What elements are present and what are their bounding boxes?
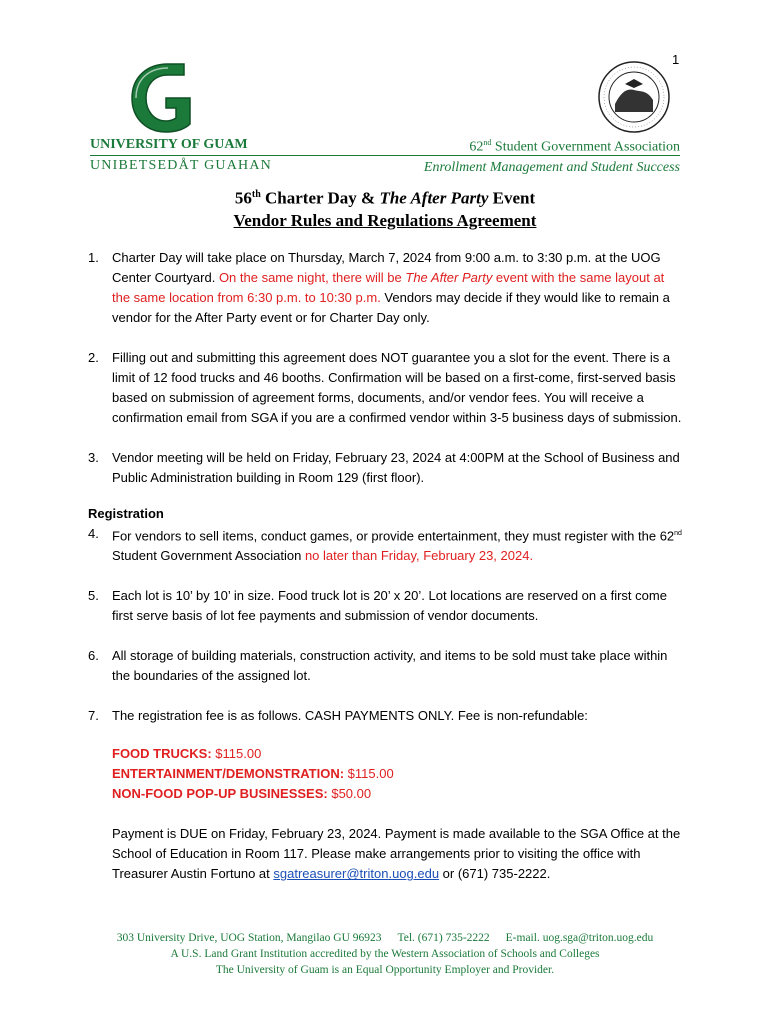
footer-address: 303 University Drive, UOG Station, Mangilao GU 96923 xyxy=(116,932,382,944)
registration-heading: Registration xyxy=(88,506,164,521)
footer-tel: Tel. (671) 735-2222 xyxy=(397,932,490,944)
treasurer-email-link[interactable]: sgatreasurer@triton.uog.edu xyxy=(273,866,440,882)
rule-item-6: 6. All storage of building materials, construction activity, and items to be sold must take place within the boundaries of the assigned lot. xyxy=(88,648,668,684)
rule-item-4: 4. For vendors to sell items, conduct games, or provide entertainment, they must register with the 62nd Student Government Association no later than Friday, February 23, 2024. xyxy=(88,526,682,564)
sga-name: 62nd Student Government Association xyxy=(469,138,680,155)
payment-instructions: Payment is DUE on Friday, February 23, 2024. Payment is made available to the SGA Office at the School of Education in Room 117. Please make arrangements prior to visiting the office with Treasurer Austin Fortuno at sgatreasurer@triton.uog.edu or (671) 735-2222. xyxy=(112,826,681,882)
rule-item-7: 7. The registration fee is as follows. CASH PAYMENTS ONLY. Fee is non-refundable: xyxy=(88,708,588,724)
university-logo-icon xyxy=(128,58,196,136)
footer-eeo: The University of Guam is an Equal Opportunity Employer and Provider. xyxy=(215,964,555,976)
document-title: 56th Charter Day & The After Party Event Vendor Rules and Regulations Agreement xyxy=(0,184,770,232)
university-name-english: UNIVERSITY OF GUAM xyxy=(90,137,248,152)
rule-item-5: 5. Each lot is 10’ by 10’ in size. Food truck lot is 20’ x 20’. Lot locations are reserved on a first come first serve basis of lot fee payments and submission of vendor documents. xyxy=(88,588,667,624)
fee-entertainment: ENTERTAINMENT/DEMONSTRATION: $115.00 xyxy=(112,766,394,782)
department-name: Enrollment Management and Student Success xyxy=(423,160,680,175)
page-footer xyxy=(0,930,770,978)
rule-item-2: 2. Filling out and submitting this agreement does NOT guarantee you a slot for the event. There is a limit of 12 food trucks and 46 booths. Confirmation will be based on a first-come, first-served basis based on submission of agreement forms, documents, and/or vendor fees. You will receive a confirmation email from SGA if you are a confirmed vendor within 3-5 business days of submission. xyxy=(88,350,682,425)
rule-item-3: 3. Vendor meeting will be held on Friday, February 23, 2024 at 4:00PM at the School of Business and Public Administration building in Room 129 (first floor). xyxy=(88,450,680,485)
fee-list xyxy=(112,744,682,804)
footer-email: E-mail. uog.sga@triton.uog.edu xyxy=(505,932,654,944)
page-number: 1 xyxy=(672,52,680,67)
document-subtitle: Vendor Rules and Regulations Agreement xyxy=(233,210,537,230)
fee-non-food: NON-FOOD POP-UP BUSINESSES: $50.00 xyxy=(112,786,372,802)
document-body xyxy=(88,248,682,884)
sga-seal-icon xyxy=(597,60,671,134)
footer-accreditation: A U.S. Land Grant Institution accredited by the Western Association of Schools and Colleges xyxy=(170,948,600,960)
university-name-chamorro: UNIBETSEDÅT GUAHAN xyxy=(90,158,272,173)
fee-food-trucks: FOOD TRUCKS: $115.00 xyxy=(112,746,262,762)
rule-item-1: 1. Charter Day will take place on Thursday, March 7, 2024 from 9:00 a.m. to 3:30 p.m. at the UOG Center Courtyard. On the same night, there will be The After Party event with the same layout at the same location from 6:30 p.m. to 10:30 p.m. Vendors may decide if they would like to remain a vendor for the After Party event or for Charter Day only. xyxy=(88,250,670,325)
